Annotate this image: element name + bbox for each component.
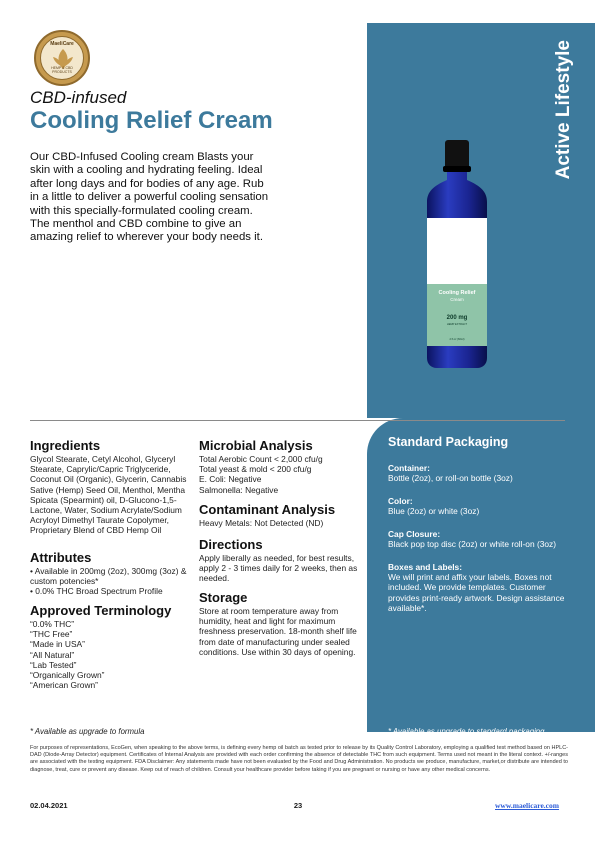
packaging-color [388, 496, 573, 516]
terminology-item: “Lab Tested” [30, 659, 77, 670]
logo-seal [40, 36, 84, 80]
ingredients-heading: Ingredients [30, 438, 101, 453]
microbial-list [199, 454, 361, 495]
container-value: Bottle (2oz), or roll-on bottle (3oz) [388, 473, 513, 484]
terminology-item: “American Grown” [30, 680, 98, 691]
website-link[interactable]: www.maelicare.com [495, 801, 560, 810]
terminology-list [30, 619, 190, 690]
microbial-item: E. Coli: Negative [199, 474, 262, 485]
microbial-item: Total Aerobic Count < 2,000 cfu/g [199, 454, 323, 464]
product-bottle-image [423, 140, 491, 368]
ingredients-section [30, 438, 190, 536]
bottle-label-line2: Cream [450, 297, 464, 302]
microbial-section [199, 438, 361, 495]
section-divider [30, 420, 565, 421]
terminology-item: “0.0% THC” [30, 619, 75, 629]
logo-bottom-text: HEMP & CBD PRODUCTS [51, 66, 73, 74]
color-label: Color: [388, 496, 413, 506]
contaminant-heading: Contaminant Analysis [199, 502, 336, 517]
product-title: Cooling Relief Cream [30, 107, 273, 134]
attributes-item: • Available in 200mg (2oz), 300mg (3oz) & custom potencies* [30, 566, 187, 587]
attributes-list [30, 566, 190, 597]
packaging-section [388, 437, 573, 447]
contaminant-text: Heavy Metals: Not Detected (ND) [199, 518, 324, 528]
packaging-cap [388, 529, 573, 549]
microbial-item: Total yeast & mold < 200 cfu/g [199, 464, 312, 475]
packaging-container [388, 463, 573, 483]
bottle-label-extract: HEMP EXTRACT [446, 323, 468, 326]
cap-value: Black pop top disc (2oz) or white roll-on (3oz) [388, 539, 557, 550]
storage-section [199, 590, 361, 657]
cap-label: Cap Closure: [388, 529, 441, 539]
color-value: Blue (2oz) or white (3oz) [388, 506, 480, 517]
bottle-label-line1: Cooling Relief [438, 290, 476, 296]
directions-section [199, 537, 361, 584]
contaminant-section [199, 502, 361, 528]
product-subtitle: CBD-infused [30, 88, 127, 107]
brand-logo [34, 30, 90, 86]
legal-disclaimer: For purposes of representations, EcoGen, when speaking to the above terms, is defining every hemp oil batch as tested prior to release by its Quality Control Laboratory, employing a qualified test method based on HPLC-DAD (Diode-Array Detector) equipment. Certificates of Internal Analysis are provided with each order confirming the absence of detectable THC from such equipment. Terms used not meant in the literal context. +/-ranges are associated with the testing equipment. FDA Disclaimer: Any statements made have not been evaluated by the Food and Drug Administration. No products we produce, manufacture, market,or distribute are intended to diagnose, treat, cure or prevent any disease. Keep out of reach of children. Consult your healthcare provider before taking if you are pregnant or nursing or have any other medical concerns. [30, 745, 568, 773]
attributes-heading: Attributes [30, 550, 92, 565]
page-number: 23 [293, 801, 303, 810]
ingredients-text: Glycol Stearate, Cetyl Alcohol, Glyceryl Stearate, Caprylic/Capric Triglyceride, Coconut Oil (Organic), Glycerin, Cannabis Sative (Hemp) Seed Oil, Menthol, Mentha Spicata (Spearmint) oil, D-Glucono-1,5-Lactone, Water, Sodium Acrylate/Sodium Acryloyl Dimethyl Taurate Copolymer, Proprietary Blend of CBD Hemp Oil [30, 454, 187, 536]
footnote-packaging: * Available as upgrade to standard packaging [388, 727, 545, 736]
product-intro: Our CBD-Infused Cooling cream Blasts your skin with a cooling and hydrating feeling. Ideal after long days and for bodies of any age. Rub in a little to deliver a powerful cooling sensation with this specially-formulated cooling cream. The menthol and CBD combine to give an amazing relief to wherever your body needs it. [30, 151, 269, 244]
boxes-label: Boxes and Labels: [388, 562, 463, 572]
directions-text: Apply liberally as needed, for best results, apply 2 - 3 times daily for 2 weeks, then as needed. [199, 553, 358, 584]
directions-heading: Directions [199, 537, 263, 552]
boxes-value: We will print and affix your labels. Boxes not included. We provide templates. Customer provides print-ready artwork. Design assistance available*. [388, 572, 565, 613]
microbial-item: Salmonella: Negative [199, 484, 279, 495]
terminology-heading: Approved Terminology [30, 603, 172, 618]
side-tag: Active Lifestyle [553, 40, 574, 180]
storage-text: Store at room temperature away from humidity, heat and light for maximum freshness preservation. 18-month shelf life from date of manufacturing under sealed conditions. Use within 30 days of opening. [199, 606, 357, 657]
bottle-label-dose: 200 mg [446, 315, 468, 321]
storage-heading: Storage [199, 590, 248, 605]
attributes-section [30, 550, 190, 597]
microbial-heading: Microbial Analysis [199, 438, 313, 453]
terminology-item: “Made in USA” [30, 639, 85, 650]
terminology-item: “Organically Grown” [30, 670, 105, 681]
footer-date: 02.04.2021 [30, 801, 68, 810]
terminology-item: “All Natural” [30, 649, 75, 660]
packaging-boxes [388, 562, 573, 613]
terminology-item: “THC Free” [30, 629, 73, 640]
packaging-heading: Standard Packaging [388, 435, 509, 449]
footnote-formula: * Available as upgrade to formula [30, 727, 145, 736]
attributes-item: • 0.0% THC Broad Spectrum Profile [30, 586, 163, 597]
bottle-label-volume: 2 fl oz (60ml) [449, 338, 465, 341]
logo-top-text: MaeliCare [50, 41, 74, 47]
container-label: Container: [388, 463, 430, 473]
terminology-section [30, 603, 190, 690]
